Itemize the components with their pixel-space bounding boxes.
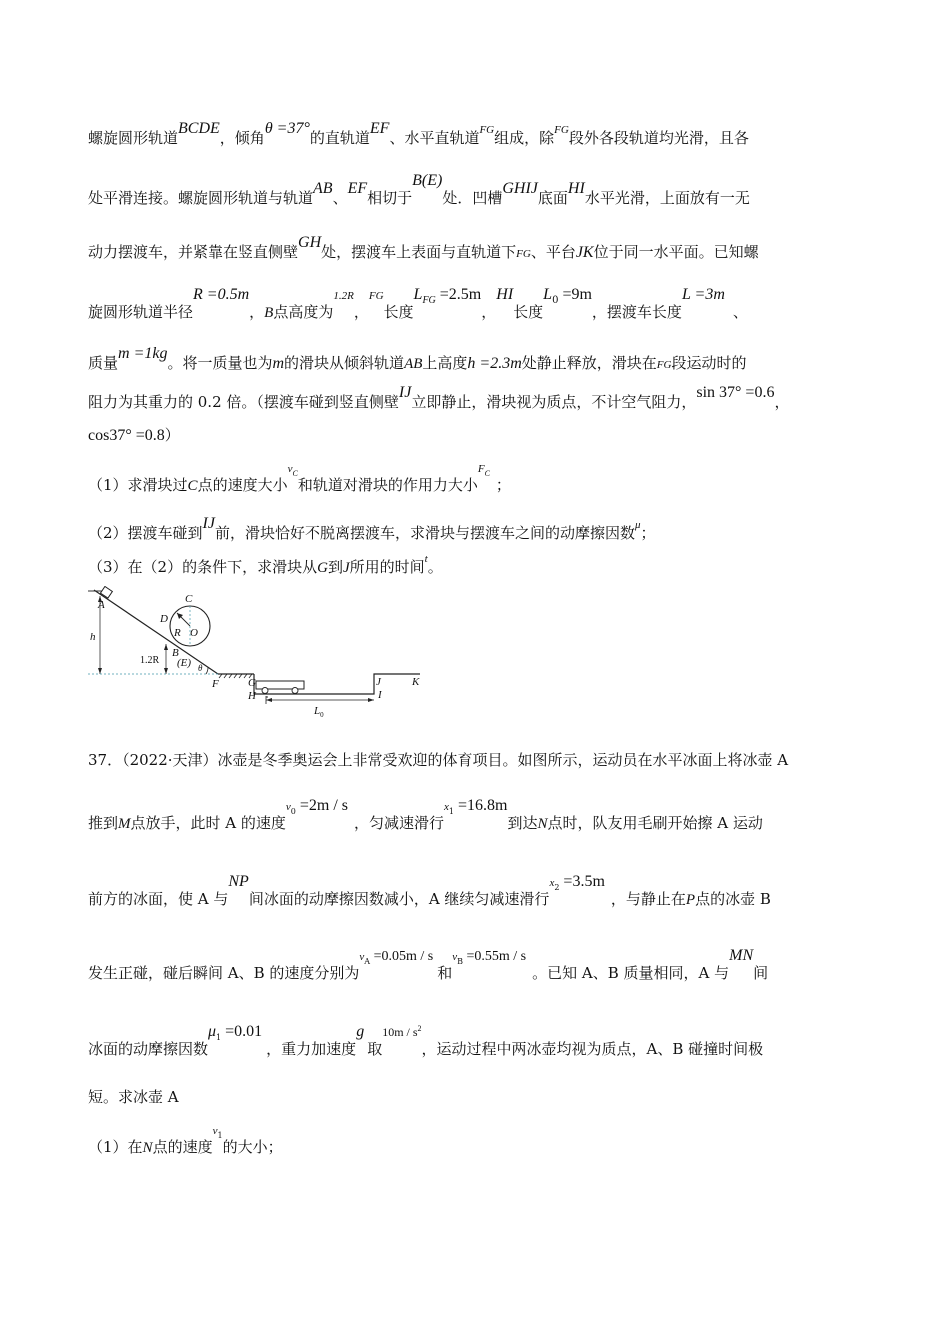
- text: 底面: [537, 189, 568, 207]
- math-mu: μ: [635, 519, 641, 531]
- math-L0: [543, 285, 592, 306]
- math-theta: θ =37°: [264, 120, 310, 137]
- sub: 1: [217, 1131, 223, 1140]
- math-x2: [549, 872, 604, 890]
- math-IJ: IJ: [202, 515, 215, 532]
- math-BE: B(E): [412, 172, 443, 189]
- math-vB: [452, 946, 526, 964]
- label-I: I: [378, 689, 382, 701]
- sub: C: [292, 469, 298, 478]
- text: ；: [495, 476, 511, 494]
- p37-line-6: [88, 1087, 179, 1107]
- label-K: K: [412, 676, 420, 688]
- math-HI: HI: [496, 286, 514, 303]
- val: =0.01: [221, 1023, 263, 1040]
- text: 组成，除: [494, 129, 555, 147]
- math-JK: JK: [575, 244, 594, 261]
- var: μ: [208, 1023, 217, 1040]
- p37-question-1: [88, 1125, 283, 1164]
- math-m: m =1kg: [118, 345, 168, 362]
- text: （1）求滑块过: [88, 476, 188, 494]
- cart-wheel: [292, 688, 298, 694]
- math-mu1: [208, 1022, 262, 1040]
- math-t: t: [424, 553, 428, 565]
- math-AB: AB: [404, 356, 423, 372]
- text: 处．凹槽: [442, 189, 503, 207]
- text: 段外各段轨道均光滑，且各: [568, 129, 749, 147]
- text: 阻力为其重力的 0.2 倍。（摆渡车碰到竖直侧壁: [88, 393, 399, 411]
- text: 到达: [507, 814, 538, 832]
- math-FC: [478, 458, 490, 476]
- text: ，匀减速滑行: [354, 814, 445, 832]
- p37-line-5: [88, 1023, 764, 1066]
- slider-block: [100, 586, 112, 598]
- label-O: O: [190, 627, 198, 639]
- text: 长度: [513, 303, 544, 321]
- math-HI: HI: [567, 180, 585, 197]
- math-B: B: [264, 305, 274, 321]
- text: 点的速度大小: [197, 476, 288, 494]
- label-E: (E): [177, 657, 192, 669]
- text: 取: [367, 1040, 383, 1058]
- text: 点时，队友用毛刷开始擦 A 运动: [547, 814, 763, 832]
- val: =0.55m / s: [463, 949, 527, 964]
- sub: 2: [554, 883, 560, 892]
- text: 、: [732, 303, 748, 321]
- label-1.2R: 1.2R: [140, 655, 160, 666]
- sup: 2: [417, 1024, 422, 1033]
- label-R: R: [174, 627, 181, 639]
- text: 旋圆形轨道半径: [88, 303, 194, 321]
- math-L: L =3m: [681, 286, 725, 303]
- math-cos: cos37° =0.8: [88, 427, 165, 444]
- math-vC: [288, 458, 298, 476]
- label-J: J: [376, 676, 381, 688]
- text: 处平滑连接。螺旋圆形轨道与轨道: [88, 189, 314, 207]
- p36-line-2: [88, 172, 750, 209]
- text: （3）在（2）的条件下，求滑块从: [88, 558, 318, 576]
- math-G: G: [317, 560, 328, 576]
- text: 。: [427, 558, 443, 576]
- val: =0.05m / s: [370, 949, 434, 964]
- question-3: [88, 553, 443, 579]
- angle-arc: [206, 667, 208, 674]
- var: x: [444, 801, 449, 813]
- text: 长度: [383, 303, 414, 321]
- math-sin: sin 37° =0.6: [696, 384, 775, 401]
- label-h: h: [90, 631, 96, 643]
- sub: 0: [320, 711, 324, 719]
- text: 和轨道对滑块的作用力大小: [297, 476, 478, 494]
- text: 和: [437, 964, 453, 982]
- math-FG: FG: [656, 359, 672, 371]
- text: ，: [774, 393, 790, 411]
- math-IJ: IJ: [398, 384, 412, 401]
- text: 发生正碰，碰后瞬间 A、B 的速度分别为: [88, 964, 360, 982]
- text: 处，摆渡车上表面与直轨道下: [321, 243, 517, 261]
- arrow-head: [164, 644, 168, 650]
- math-LFG: [413, 285, 482, 306]
- arrow-head: [368, 698, 374, 702]
- label-C: C: [185, 593, 193, 605]
- val: =16.8m: [454, 797, 508, 814]
- text: 螺旋圆形轨道: [88, 129, 179, 147]
- text: 推到: [88, 814, 119, 832]
- math-GH: GH: [298, 234, 322, 251]
- var: v: [285, 801, 291, 813]
- var: v: [212, 1125, 218, 1137]
- sub: 0: [290, 807, 296, 816]
- sub: FG: [422, 295, 436, 306]
- text: ，摆渡车长度: [591, 303, 682, 321]
- p37-line-1: [88, 750, 788, 770]
- label-L0: [313, 705, 324, 719]
- var: v: [452, 951, 458, 963]
- text: ，运动过程中两冰壶均视为质点，A、B 碰撞时间极: [421, 1040, 764, 1058]
- sub: B: [457, 957, 463, 966]
- label-theta: θ: [198, 663, 203, 673]
- math-EF: EF: [369, 120, 390, 137]
- math-MN: MN: [729, 947, 754, 964]
- var: L: [413, 286, 423, 303]
- text: ，与静止在: [610, 890, 686, 908]
- text: ，: [353, 303, 369, 321]
- math-vA: [359, 946, 433, 964]
- text: 前，滑块恰好不脱离摆渡车，求滑块与摆渡车之间的动摩擦因数: [214, 524, 635, 542]
- math-g: g: [356, 1023, 365, 1040]
- arrow-head: [164, 668, 168, 674]
- math-C: C: [187, 478, 198, 494]
- text: 的滑块从倾斜轨道: [284, 354, 405, 372]
- sub: 1: [216, 1033, 222, 1042]
- math-1.2R: 1.2R: [333, 290, 354, 302]
- label-B: B: [172, 647, 179, 659]
- val: =9m: [558, 286, 592, 303]
- text: 37．（2022·天津）冰壶是冬季奥运会上非常受欢迎的体育项目。如图所示，运动员在水平冰面上将冰壶 A: [88, 751, 789, 769]
- math-FG: FG: [368, 290, 384, 302]
- var: F: [477, 463, 485, 475]
- p36-line-7: [88, 425, 180, 446]
- p37-line-2: [88, 797, 763, 840]
- var: x: [549, 877, 555, 889]
- label-H: H: [248, 690, 256, 702]
- text: 位于同一水平面。已知螺: [593, 243, 759, 261]
- text: 短。求冰壶 A: [88, 1088, 179, 1106]
- val: =2.5m: [435, 286, 482, 303]
- math-NP: NP: [228, 873, 249, 890]
- p36-line-4: [88, 286, 748, 329]
- sub: A: [364, 957, 371, 966]
- math-x1: [444, 796, 507, 814]
- math-R: R =0.5m: [193, 286, 250, 303]
- text: 、: [332, 189, 348, 207]
- text: ，倾角: [219, 129, 265, 147]
- val: =2m / s: [295, 797, 349, 814]
- text: 上高度: [422, 354, 468, 372]
- math-P: P: [685, 892, 696, 908]
- math-J: J: [342, 560, 350, 576]
- text: ，: [481, 303, 497, 321]
- text: 到: [327, 558, 343, 576]
- math-v1: [213, 1120, 223, 1138]
- math-N: N: [537, 816, 548, 832]
- text: （2）摆渡车碰到: [88, 524, 203, 542]
- text: 动力摆渡车，并紧靠在竖直侧壁: [88, 243, 299, 261]
- text: 间: [753, 964, 769, 982]
- text: 的大小；: [222, 1138, 283, 1156]
- text: 点的冰壶 B: [695, 890, 771, 908]
- text: 段运动时的: [671, 354, 747, 372]
- text: 、水平直轨道: [389, 129, 480, 147]
- text: 冰面的动摩擦因数: [88, 1040, 209, 1058]
- text: 的直轨道: [309, 129, 370, 147]
- text: 水平光滑，上面放有一无: [584, 189, 750, 207]
- math-AB: AB: [313, 180, 333, 197]
- p37-line-4: [88, 947, 769, 990]
- text: 点的速度: [152, 1138, 213, 1156]
- label-A: A: [98, 599, 105, 611]
- text: ，重力加速度: [266, 1040, 357, 1058]
- p36-line-1: [88, 120, 749, 150]
- text: 相切于: [367, 189, 413, 207]
- arrow-head: [98, 668, 102, 674]
- text: 点高度为: [273, 303, 334, 321]
- math-h: h =2.3m: [467, 355, 522, 372]
- sub: 0: [552, 295, 559, 306]
- math-gval: [382, 1025, 421, 1039]
- math-EF: EF: [347, 180, 368, 197]
- text: （1）在: [88, 1138, 143, 1156]
- text: 。已知 A、B 质量相同，A 与: [532, 964, 730, 982]
- sub: 1: [448, 807, 455, 816]
- p36-line-3: [88, 234, 759, 264]
- label-D: D: [160, 613, 168, 625]
- math-v0: [286, 796, 348, 814]
- text: 前方的冰面，使 A 与: [88, 890, 229, 908]
- text: 。将一质量也为: [167, 354, 273, 372]
- math-FG: FG: [479, 124, 495, 136]
- sub: C: [484, 469, 490, 478]
- text: ，: [249, 303, 265, 321]
- math-BCDE: BCDE: [178, 120, 220, 137]
- label-G: G: [248, 677, 256, 689]
- cart-wheel: [262, 688, 268, 694]
- text: 立即静止，滑块视为质点，不计空气阻力，: [411, 393, 697, 411]
- question-1: [88, 463, 511, 502]
- math-GHIJ: GHIJ: [502, 180, 538, 197]
- var: v: [359, 951, 365, 963]
- track-diagram: [88, 586, 428, 724]
- text: ；: [640, 524, 656, 542]
- var: L: [314, 705, 321, 717]
- p36-line-6: [88, 384, 790, 413]
- math-N: N: [142, 1140, 153, 1156]
- text: 所用的时间: [349, 558, 425, 576]
- math-FG: FG: [516, 248, 531, 260]
- p37-line-3: [88, 873, 771, 916]
- val: 10m / s: [382, 1025, 418, 1039]
- p36-line-5: [88, 345, 747, 375]
- var: L: [543, 286, 553, 303]
- math-M: M: [118, 816, 131, 832]
- val: =3.5m: [559, 873, 605, 890]
- math-m: m: [272, 355, 285, 372]
- var: v: [287, 463, 293, 475]
- label-F: F: [212, 678, 219, 690]
- text: 质量: [88, 354, 119, 372]
- text: ）: [164, 426, 180, 444]
- text: 间冰面的动摩擦因数减小，A 继续匀减速滑行: [248, 890, 550, 908]
- text: 处静止释放，滑块在: [521, 354, 657, 372]
- arrow-head: [266, 698, 272, 702]
- math-FG: FG: [554, 124, 569, 136]
- question-2: [88, 515, 656, 545]
- text: 、平台: [530, 243, 576, 261]
- text: 点放手，此时 A 的速度: [130, 814, 286, 832]
